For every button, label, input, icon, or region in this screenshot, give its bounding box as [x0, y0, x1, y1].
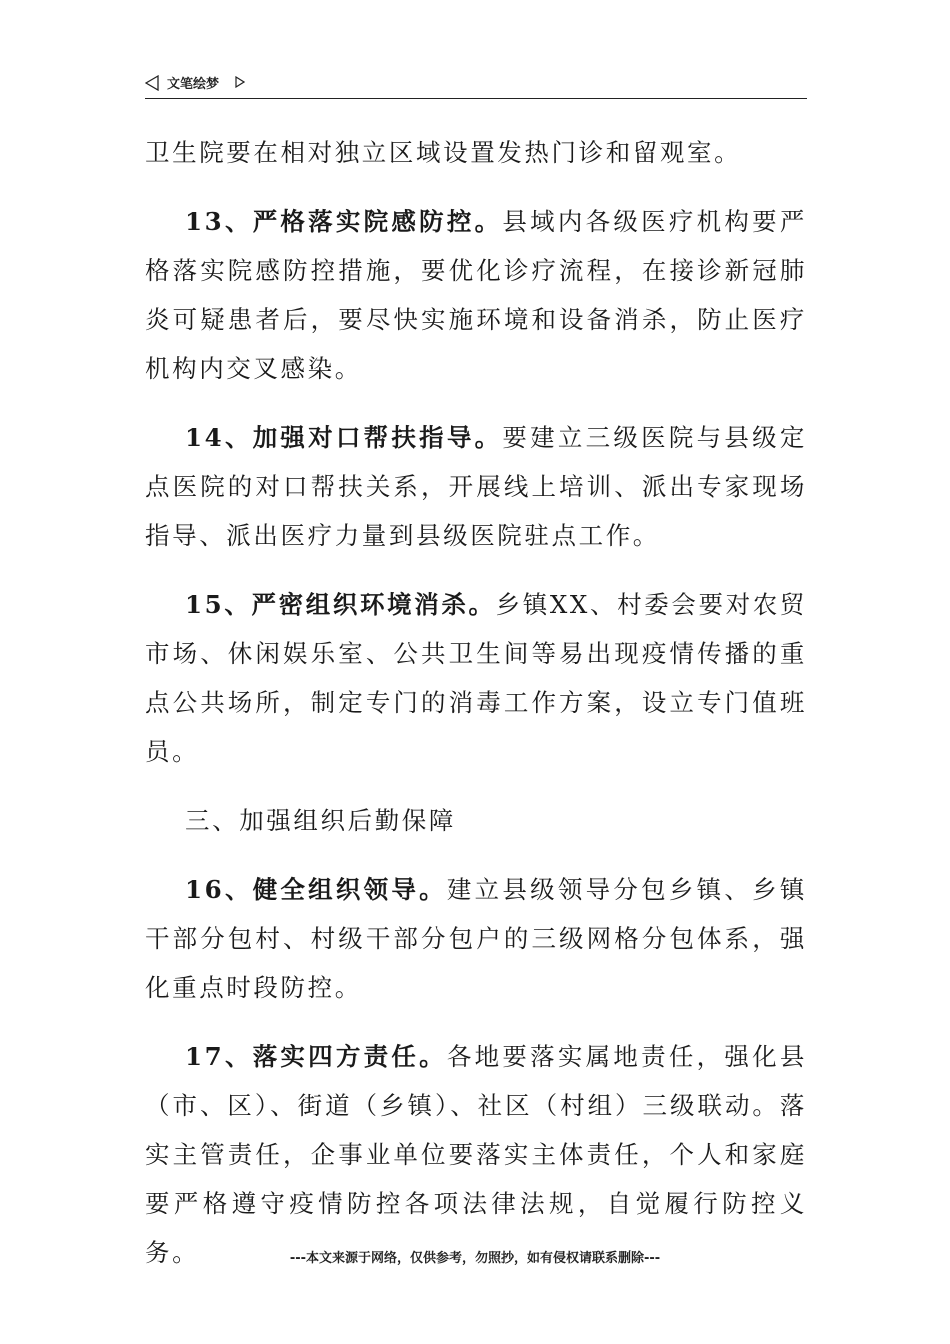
document-body: [145, 128, 807, 1297]
paragraph-14: [145, 413, 807, 560]
page-footer: ---本文来源于网络，仅供参考，勿照抄，如有侵权请联系删除---: [289, 1251, 661, 1266]
paragraph-text: 建立县级领导分包乡镇、乡镇干部分包村、村级干部分包户的三级网格分包体系，强化重点时段防控。: [145, 875, 807, 1002]
header-brand: 文笔绘梦: [167, 77, 220, 92]
paragraph-text: 乡镇XX、村委会要对农贸市场、休闲娱乐室、公共卫生间等易出现疫情传播的重点公共场所，制定专门的消毒工作方案，设立专门值班员。: [145, 590, 807, 766]
section-heading-3: [145, 796, 807, 845]
paragraph-text: 县域内各级医疗机构要严格落实院感防控措施，要优化诊疗流程，在接诊新冠肺炎可疑患者后，要尽快实施环境和设备消杀，防止医疗机构内交叉感染。: [145, 207, 807, 383]
paragraph-16: [145, 865, 807, 1012]
paragraph-heading: 17、落实四方责任。: [185, 1042, 447, 1071]
paragraph-text: 各地要落实属地责任，强化县（市、区）、街道（乡镇）、社区（村组）三级联动。落实主管责任，企事业单位要落实主体责任，个人和家庭要严格遵守疫情防控各项法律法规，自觉履行防控义务。: [145, 1042, 807, 1267]
triangle-left-icon: [145, 75, 159, 91]
paragraph-heading: 16、健全组织领导。: [185, 875, 447, 904]
paragraph-text: 要建立三级医院与县级定点医院的对口帮扶关系，开展线上培训、派出专家现场指导、派出医疗力量到县级医院驻点工作。: [145, 423, 807, 550]
section-title: 三、加强组织后勤保障: [185, 806, 456, 835]
page-header: [145, 70, 807, 99]
paragraph-13: [145, 197, 807, 393]
paragraph-heading: 15、严密组织环境消杀。: [185, 590, 496, 619]
paragraph-heading: 14、加强对口帮扶指导。: [185, 423, 503, 452]
paragraph-continuation: [145, 128, 807, 177]
paragraph-text: 卫生院要在相对独立区域设置发热门诊和留观室。: [145, 138, 742, 167]
paragraph-17: [145, 1032, 807, 1277]
triangle-right-icon: [235, 76, 245, 88]
paragraph-heading: 13、严格落实院感防控。: [185, 207, 503, 236]
paragraph-15: [145, 580, 807, 776]
